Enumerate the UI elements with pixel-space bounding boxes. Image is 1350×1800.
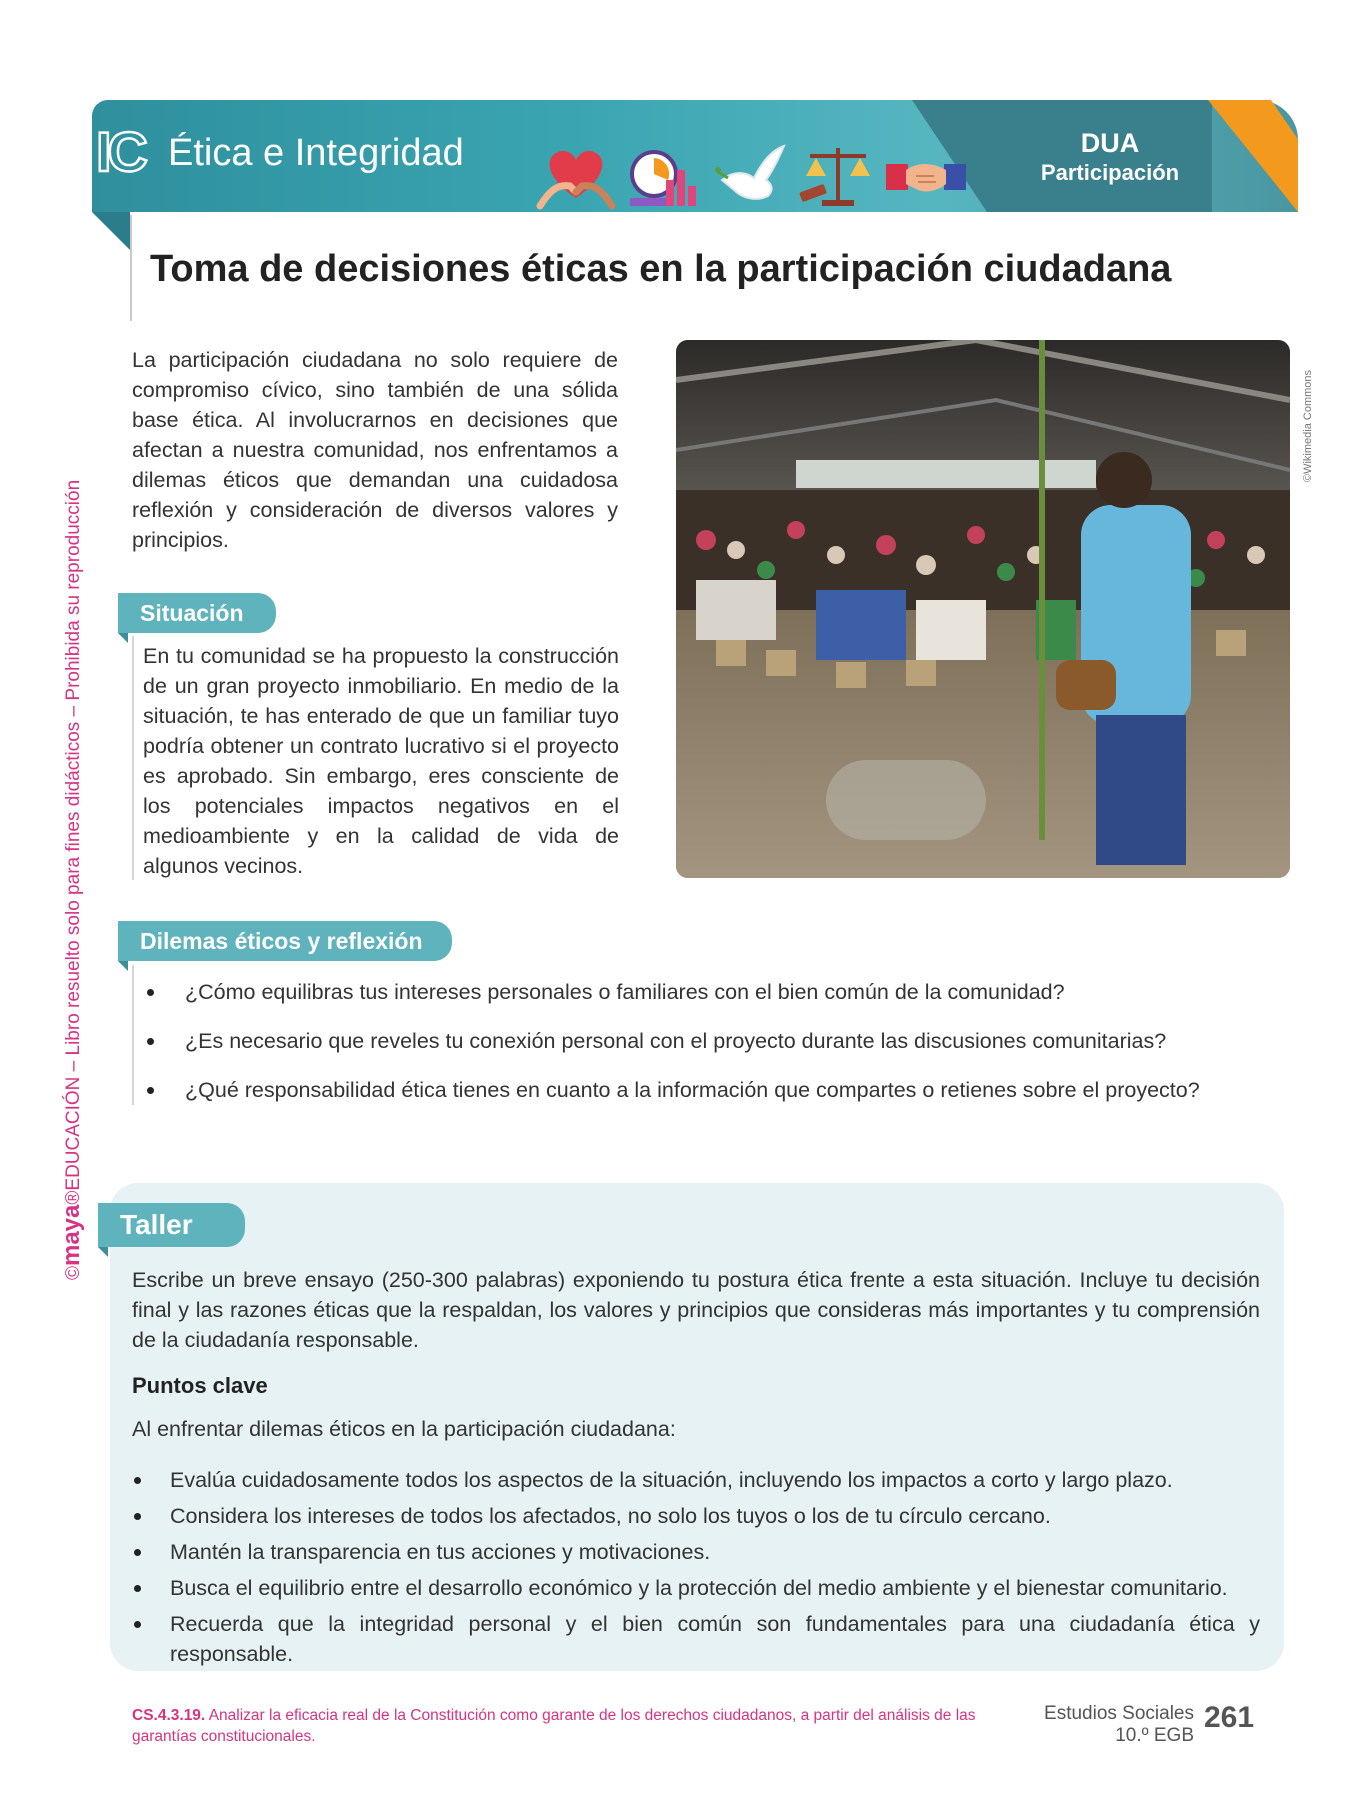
list-item [140, 977, 1270, 1007]
punto-text: Mantén la transparencia en tus acciones y motivaciones. [170, 1540, 711, 1564]
intro-paragraph: La participación ciudadana no solo requiere de compromiso cívico, sino también de una sólida base ética. Al involucrarnos en decisiones que afectan a nuestra comunidad, nos enfrentamos a dilemas éticos que demandan una cuidadosa reflexión y consideración de diversos valores y principios. [132, 348, 618, 552]
puntos-clave-heading: Puntos clave [132, 1373, 268, 1398]
punto-text: Considera los intereses de todos los afectados, no solo los tuyos o los de tu círculo cercano. [170, 1504, 1051, 1528]
bullet-icon [134, 1585, 141, 1592]
puntos-clave-intro: Al enfrentar dilemas éticos en la participación ciudadana: [132, 1417, 676, 1441]
bullet-icon [134, 1549, 141, 1556]
punto-text: Evalúa cuidadosamente todos los aspectos de la situación, incluyendo los impactos a corto y largo plazo. [170, 1468, 1173, 1492]
dilemas-list [140, 977, 1270, 1124]
community-meeting-photo [676, 340, 1290, 878]
list-item [132, 1465, 1260, 1495]
list-item [132, 1573, 1260, 1603]
list-item [140, 1075, 1270, 1105]
situacion-tab: Situación [118, 593, 276, 633]
punto-text: Recuerda que la integridad personal y el bien común son fundamentales para una ciudadanía ética y responsable. [170, 1612, 1260, 1666]
subject-name: Estudios Sociales [1044, 1703, 1194, 1724]
standard-code: CS.4.3.19. [132, 1707, 206, 1724]
chart-clock-icon [620, 140, 700, 210]
dove-icon [712, 140, 792, 210]
registered-symbol: ® [63, 1190, 84, 1205]
taller-paragraph: Escribe un breve ensayo (250-300 palabras) exponiendo tu postura ética frente a esta situación. Incluye tu decisión final y las razones éticas que la respaldan, los valores y principios que consideras más importantes y tu comprensión de la ciudadanía responsable. [132, 1268, 1260, 1352]
bullet-icon [134, 1621, 141, 1628]
bullet-icon [134, 1477, 141, 1484]
dilema-text: ¿Es necesario que reveles tu conexión personal con el proyecto durante las discusiones comunitarias? [185, 1029, 1167, 1053]
bullet-icon [134, 1513, 141, 1520]
dilemas-divider [132, 965, 134, 1105]
handshake-icon [886, 140, 966, 210]
dilema-text: ¿Cómo equilibras tus intereses personales o familiares con el bien común de la comunidad? [185, 980, 1065, 1004]
page-number: 261 [1204, 1701, 1255, 1734]
dilema-text: ¿Qué responsabilidad ética tienes en cuanto a la información que compartes o retienes sobre el proyecto? [185, 1078, 1200, 1102]
list-item [132, 1537, 1260, 1567]
dua-badge-title: DUA [1080, 128, 1140, 158]
title-divider [130, 215, 132, 321]
heart-hands-icon [536, 140, 616, 210]
dilemas-tab: Dilemas éticos y reflexión [118, 921, 452, 961]
bullet-icon [147, 989, 154, 996]
bullet-icon [147, 1038, 154, 1045]
situacion-paragraph: En tu comunidad se ha propuesto la construcción de un gran proyecto inmobiliario. En medio de la situación, te has enterado de que un familiar tuyo podría obtener un contrato lucrativo si el proyecto es aprobado. Sin embargo, eres consciente de los potenciales impactos negativos en el medioambiente y en la calidad de vida de algunos vecinos. [143, 644, 619, 878]
list-item [132, 1609, 1260, 1669]
taller-tab: Taller [98, 1203, 245, 1247]
photo-credit: ©Wikimedia Commons [1302, 369, 1314, 482]
page-title: Toma de decisiones éticas en la participación ciudadana [150, 248, 1172, 290]
banner-title: Ética e Integridad [168, 132, 464, 174]
standard-text: Analizar la eficacia real de la Constitución como garante de los derechos ciudadanos, a partir del análisis de las garantías constitucionales. [132, 1707, 976, 1745]
curriculum-standard [132, 1705, 982, 1747]
punto-text: Busca el equilibrio entre el desarrollo económico y la protección del medio ambiente y el bienestar comunitario. [170, 1576, 1228, 1600]
copyright-symbol: © [63, 1266, 84, 1280]
situacion-divider [132, 636, 134, 880]
side-copyright-text [60, 460, 84, 1280]
side-copyright-body: EDUCACIÓN – Libro resuelto solo para fines didácticos – Prohibida su reproducción [63, 479, 84, 1191]
footer-subject [1020, 1703, 1194, 1747]
list-item [132, 1501, 1260, 1531]
puntos-clave-list [132, 1465, 1260, 1675]
ic-logo: IC [96, 120, 144, 183]
grade-level: 10.º EGB [1115, 1725, 1194, 1746]
bullet-icon [147, 1087, 154, 1094]
maya-brand: maya [58, 1204, 85, 1266]
justice-scale-icon [798, 140, 878, 210]
list-item [140, 1026, 1270, 1056]
banner-fold [92, 212, 130, 250]
dua-badge-subtitle: Participación [1040, 160, 1180, 185]
